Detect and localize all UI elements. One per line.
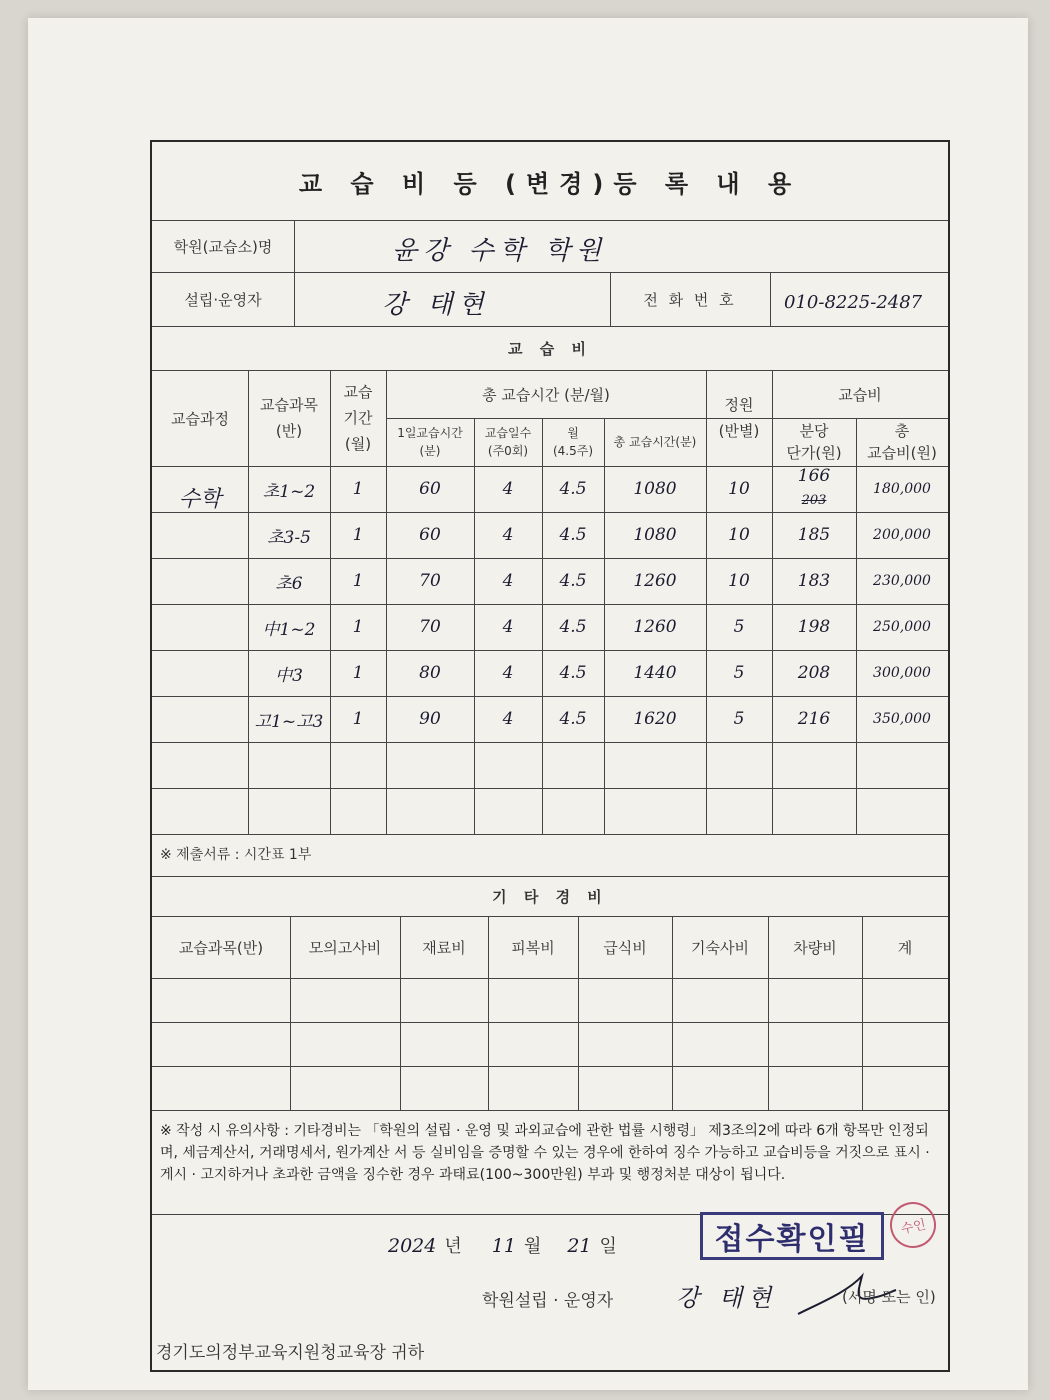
- other-column-divider: [290, 916, 291, 1110]
- phone-label: 전 화 번 호: [643, 290, 737, 309]
- cell-total-fee: 300,000: [873, 665, 931, 681]
- cell-days: 4: [502, 617, 514, 637]
- cell-period: 1: [352, 571, 364, 591]
- cell-unit-price: 183: [797, 571, 831, 591]
- academy-name-label: 학원(교습소)명: [173, 237, 273, 256]
- header-total-time: 총 교습시간 (분/월): [482, 385, 610, 404]
- cell-unit-price: 216: [797, 709, 831, 729]
- cell-daily-time: 80: [419, 663, 441, 683]
- other-header-cell: 피복비: [511, 938, 555, 957]
- cell-weeks: 4.5: [559, 617, 587, 637]
- cell-capacity: 10: [728, 479, 750, 499]
- other-section-title: 기 타 경 비: [492, 887, 608, 906]
- header-weeks: 월 (4.5주): [552, 426, 594, 458]
- date-line: [388, 1232, 688, 1268]
- cell-days: 4: [502, 663, 514, 683]
- cell-total-minutes: 1620: [633, 709, 677, 729]
- date-day-suffix: 일: [599, 1236, 617, 1257]
- date-month: 11: [491, 1235, 516, 1257]
- cell-subject: 中3: [275, 665, 303, 686]
- header-total-minutes: 총 교습시간(분): [613, 435, 697, 449]
- cell-capacity: 5: [733, 663, 745, 683]
- date-month-suffix: 월: [523, 1236, 542, 1257]
- cell-daily-time: 60: [419, 525, 441, 545]
- other-header-cell: 재료비: [422, 938, 466, 957]
- cell-subject: 초1~2: [262, 481, 316, 502]
- tuition-section-title: 교 습 비: [508, 339, 592, 358]
- cell-period: 1: [352, 479, 364, 499]
- other-header-cell: 모의고사비: [308, 938, 382, 957]
- other-header-cell: 계: [897, 938, 913, 957]
- cell-subject: 中1~2: [262, 619, 316, 640]
- other-row-divider: [152, 1066, 948, 1067]
- other-header-cell: 기숙사비: [691, 938, 749, 957]
- cell-unit-price: 198: [797, 617, 831, 637]
- cell-subject: 초6: [275, 573, 303, 594]
- cell-total-fee: 250,000: [873, 619, 931, 635]
- header-total-fee: 총 교습비(원): [867, 422, 937, 462]
- cell-total-fee: 350,000: [873, 711, 931, 727]
- other-row-divider: [152, 1022, 948, 1023]
- cell-weeks: 4.5: [559, 709, 587, 729]
- other-column-divider: [400, 916, 401, 1110]
- cell-daily-time: 70: [419, 617, 441, 637]
- cell-period: 1: [352, 525, 364, 545]
- form-title: 교 습 비 등 (변경)등 록 내 용: [298, 169, 802, 198]
- header-unit-price: 분당 단가(원): [786, 422, 842, 462]
- cell-total-minutes: 1440: [633, 663, 677, 683]
- academy-name-value: 윤강 수학 학원: [392, 236, 608, 266]
- header-period: 교습 기간 (월): [343, 383, 373, 453]
- row-divider: [152, 788, 948, 789]
- footer-operator-label: 학원설립 · 운영자: [482, 1291, 614, 1311]
- cell-weeks: 4.5: [559, 479, 587, 499]
- tuition-registration-form: [150, 140, 950, 1372]
- other-row-divider: [152, 978, 948, 979]
- cell-days: 4: [502, 525, 514, 545]
- other-column-divider: [672, 916, 673, 1110]
- header-subject: 교습과목 (반): [260, 396, 318, 440]
- addressee: 경기도의정부교육지원청교육장 귀하: [156, 1343, 425, 1363]
- cell-total-minutes: 1260: [633, 617, 677, 637]
- official-seal: 수인: [886, 1198, 941, 1253]
- other-header-cell: 급식비: [603, 938, 647, 957]
- cell-unit-price-old: 203: [801, 492, 827, 508]
- other-column-divider: [578, 916, 579, 1110]
- cell-unit-price: 166: [797, 466, 831, 486]
- other-column-divider: [862, 916, 863, 1110]
- cell-capacity: 10: [728, 525, 750, 545]
- header-daily-time: 1일교습시간 (분): [397, 426, 463, 458]
- footer-operator-signature: 강 태현: [676, 1284, 778, 1312]
- header-days: 교습일수 (주0회): [484, 426, 532, 458]
- paper-sheet: [28, 18, 1028, 1390]
- cell-unit-price: 208: [797, 663, 831, 683]
- operator-label: 설립·운영자: [184, 290, 262, 309]
- cell-unit-price: 185: [797, 525, 831, 545]
- cell-capacity: 10: [728, 571, 750, 591]
- row-divider: [152, 742, 948, 743]
- cell-days: 4: [502, 571, 514, 591]
- cell-daily-time: 60: [419, 479, 441, 499]
- cell-days: 4: [502, 479, 514, 499]
- cell-period: 1: [352, 617, 364, 637]
- other-header-cell: 교습과목(반): [178, 938, 264, 957]
- cell-total-fee: 180,000: [873, 481, 931, 497]
- cell-weeks: 4.5: [559, 525, 587, 545]
- header-capacity: 정원 (반별): [718, 396, 760, 440]
- operator-value: 강 태현: [382, 290, 490, 320]
- cell-total-minutes: 1080: [633, 525, 677, 545]
- cell-weeks: 4.5: [559, 571, 587, 591]
- date-year: 2024: [388, 1235, 437, 1257]
- sign-label: (서명 또는 인): [842, 1288, 936, 1306]
- date-year-suffix: 년: [444, 1236, 462, 1257]
- other-column-divider: [768, 916, 769, 1110]
- cell-total-minutes: 1260: [633, 571, 677, 591]
- receipt-stamp: 접수확인필: [700, 1212, 884, 1260]
- cell-capacity: 5: [733, 709, 745, 729]
- header-course: 교습과정: [171, 409, 229, 428]
- cell-daily-time: 90: [419, 709, 441, 729]
- notice-text: ※ 작성 시 유의사항 : 기타경비는 「학원의 설립 · 운영 및 과외교습에 관한 법률 시행령」 제3조의2에 따라 6개 항목만 인정되며, 세금계산서, 거래명세서, 원가계산 서 등 실비임을 증명할 수 있는 경우에 한하여 징수 가능하고 교습비등을 거짓으로 표시 · 게시 · 고지하거나 초과한 금액을 징수한 경우 과태료(100~300만원) 부과 및 행정처분 대상이 됩니다.: [160, 1123, 930, 1183]
- other-row-divider: [152, 1110, 948, 1111]
- cell-subject: 고1~고3: [254, 711, 324, 732]
- cell-period: 1: [352, 709, 364, 729]
- date-day: 21: [567, 1235, 592, 1257]
- phone-value: 010-8225-2487: [784, 292, 923, 313]
- submission-note: ※ 제출서류 : 시간표 1부: [160, 847, 312, 863]
- other-column-divider: [488, 916, 489, 1110]
- cell-total-minutes: 1080: [633, 479, 677, 499]
- header-fee: 교습비: [838, 385, 882, 404]
- course-name: 수학: [178, 486, 222, 512]
- other-header-cell: 차량비: [793, 938, 837, 957]
- cell-weeks: 4.5: [559, 663, 587, 683]
- cell-total-fee: 200,000: [873, 527, 931, 543]
- cell-total-fee: 230,000: [873, 573, 931, 589]
- cell-capacity: 5: [733, 617, 745, 637]
- cell-subject: 초3-5: [267, 527, 311, 548]
- cell-days: 4: [502, 709, 514, 729]
- cell-daily-time: 70: [419, 571, 441, 591]
- cell-period: 1: [352, 663, 364, 683]
